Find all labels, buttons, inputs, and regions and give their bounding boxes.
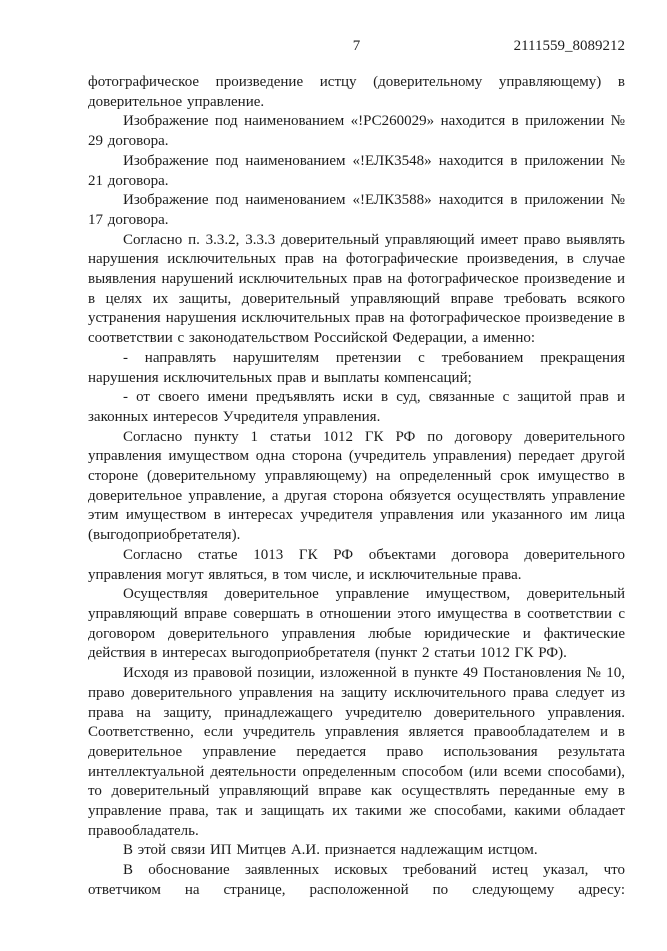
- paragraph: Согласно пункту 1 статьи 1012 ГК РФ по договору доверительного управления имуществом одна сторона (учредитель управления) передает другой стороне (доверительному управляющему) на определенный срок имущество в доверительное управление, а другая сторона обязуется осуществлять управление этим имуществом в интересах учредителя управления или указанного им лица (выгодоприобретателя).: [88, 428, 625, 544]
- paragraph: Изображение под наименованием «!ЕЛК3588» находится в приложении № 17 договора.: [88, 192, 625, 228]
- paragraph: Исходя из правовой позиции, изложенной в пункте 49 Постановления № 10, право доверительного управления на защиту исключительного права следует из права на защиту, принадлежащего учредителю доверительного управления. Соответственно, если учредитель управления является правообладателем и в доверительное управление передается право использования результата интеллектуальной деятельности определенным способом (или всеми способами), то доверительный управляющий вправе как осуществлять переданные ему в управление права, так и защищать их такими же способами, какими обладает правообладатель.: [88, 665, 625, 839]
- paragraph: В этой связи ИП Митцев А.И. признается надлежащим истцом.: [123, 842, 538, 859]
- document-number: 2111559_8089212: [513, 38, 625, 54]
- paragraph: - от своего имени предъявлять иски в суд, связанные с защитой прав и законных интересов Учредителя управления.: [88, 389, 625, 425]
- paragraph: - направлять нарушителям претензии с требованием прекращения нарушения исключительных прав и выплаты компенсаций;: [88, 349, 625, 386]
- page-number: 7: [352, 38, 361, 54]
- paragraph: Изображение под наименованием «!РС260029» находится в приложении № 29 договора.: [88, 113, 625, 150]
- page-header: [88, 36, 625, 56]
- paragraph: В обоснование заявленных исковых требований истец указал, что ответчиком на странице, расположенной по следующему адресу:: [88, 862, 625, 898]
- paragraph: Осуществляя доверительное управление имуществом, доверительный управляющий вправе совершать в отношении этого имущества в соответствии с договором доверительного управления любые юридические и фактические действия в интересах выгодоприобретателя (пункт 2 статьи 1012 ГК РФ).: [88, 586, 625, 662]
- paragraph: Согласно п. 3.3.2, 3.3.3 доверительный управляющий имеет право выявлять нарушения исключительных прав на фотографические произведения, в случае выявления нарушений исключительных прав на фотографическое произведение и в целях их защиты, доверительный управляющий вправе требовать всякого устранения нарушения исключительных прав на фотографическое произведение в соответствии с законодательством Российской Федерации, а именно:: [88, 231, 625, 347]
- document-body: [88, 73, 625, 901]
- paragraph: фотографическое произведение истцу (доверительному управляющему) в доверительное управление.: [88, 74, 625, 110]
- paragraph: Согласно статье 1013 ГК РФ объектами договора доверительного управления могут являться, в том числе, и исключительные права.: [88, 546, 625, 583]
- paragraph: Изображение под наименованием «!ЕЛК3548» находится в приложении № 21 договора.: [88, 152, 625, 189]
